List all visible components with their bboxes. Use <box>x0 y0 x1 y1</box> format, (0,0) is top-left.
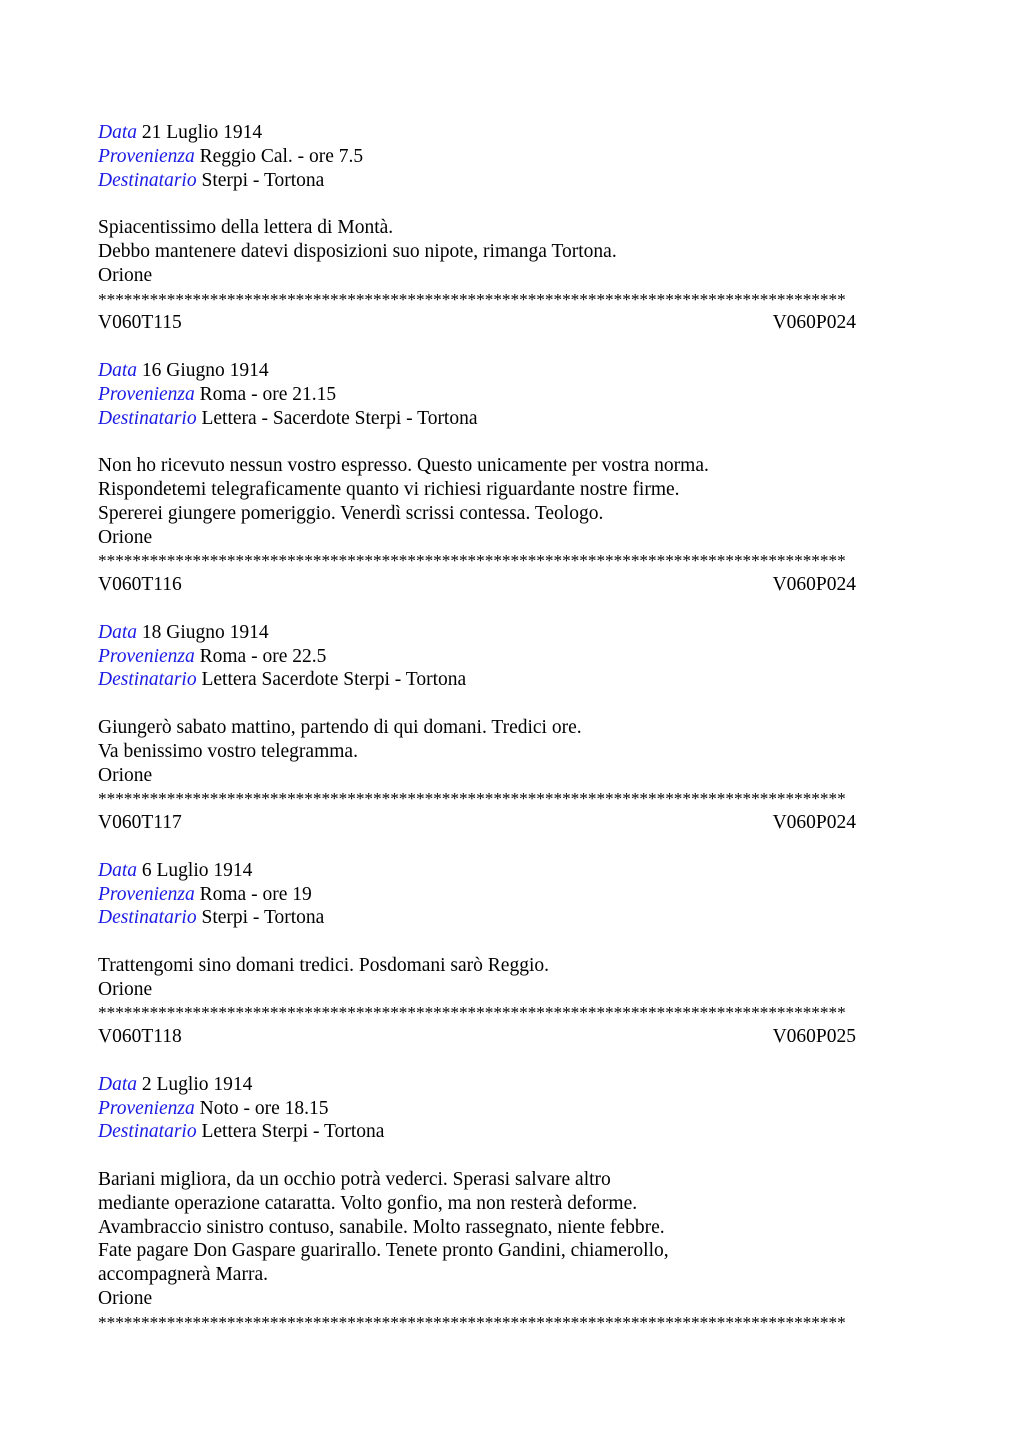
date-label: Data <box>98 859 137 881</box>
date-line <box>98 621 928 645</box>
body-line: Spererei giungere pomeriggio. Venerdì scrissi contessa. Teologo. <box>98 502 604 524</box>
origin-label: Provenienza <box>98 1097 195 1119</box>
signature: Orione <box>98 264 153 286</box>
telegram-entry <box>98 1025 928 1334</box>
body-line: Va benissimo vostro telegramma. <box>98 740 358 762</box>
signature: Orione <box>98 526 153 548</box>
signature: Orione <box>98 978 153 1000</box>
entry-id-line <box>98 573 856 597</box>
origin-label: Provenienza <box>98 883 195 905</box>
entry-id-line <box>98 1025 856 1049</box>
date-value: 21 Luglio 1914 <box>141 122 263 143</box>
body-line: Debbo mantenere datevi disposizioni suo nipote, rimanga Tortona. <box>98 240 617 262</box>
recipient-label: Destinatario <box>98 669 197 691</box>
body-line: Rispondetemi telegraficamente quanto vi richiesi riguardante nostre firme. <box>98 478 680 500</box>
origin-line <box>98 883 928 907</box>
body-line: Trattengomi sino domani tredici. Posdomani sarò Reggio. <box>98 954 549 976</box>
entry-id: V060T118 <box>98 1026 182 1048</box>
entry-page-ref: V060P025 <box>772 1026 856 1048</box>
date-line <box>98 121 928 145</box>
recipient-value: Sterpi - Tortona <box>201 907 325 929</box>
date-value: 16 Giugno 1914 <box>141 359 269 381</box>
telegram-entry <box>98 311 928 573</box>
entry-id-line <box>98 311 856 335</box>
origin-value: Roma - ore 21.15 <box>199 383 337 405</box>
origin-value: Roma - ore 19 <box>199 883 312 905</box>
body-line: mediante operazione cataratta. Volto gonfio, ma non resterà deforme. <box>98 1192 638 1214</box>
recipient-line <box>98 407 928 431</box>
recipient-line <box>98 906 928 930</box>
origin-value: Roma - ore 22.5 <box>199 645 327 667</box>
recipient-label: Destinatario <box>98 907 197 929</box>
separator: *************************************************************************************** <box>98 1312 846 1332</box>
body-line: Bariani migliora, da un occhio potrà vederci. Sperasi salvare altro <box>98 1169 611 1191</box>
signature: Orione <box>98 1288 153 1310</box>
date-label: Data <box>98 1073 137 1095</box>
body-line: accompagnerà Marra. <box>98 1264 268 1286</box>
telegram-entry <box>98 811 928 1025</box>
entry-page-ref: V060P024 <box>772 812 856 834</box>
body-line: Giungerò sabato mattino, partendo di qui domani. Tredici ore. <box>98 716 582 738</box>
recipient-value: Lettera - Sacerdote Sterpi - Tortona <box>201 407 478 429</box>
telegram-entry <box>98 121 928 311</box>
date-label: Data <box>98 621 137 643</box>
separator: *************************************************************************************** <box>98 551 846 571</box>
origin-label: Provenienza <box>98 645 195 667</box>
recipient-value: Lettera Sterpi - Tortona <box>201 1121 385 1143</box>
origin-line <box>98 383 928 407</box>
origin-label: Provenienza <box>98 145 195 167</box>
date-label: Data <box>98 122 137 143</box>
recipient-value: Sterpi - Tortona <box>201 169 325 191</box>
recipient-value: Lettera Sacerdote Sterpi - Tortona <box>201 669 467 691</box>
date-line <box>98 1073 928 1097</box>
separator: *************************************************************************************** <box>98 789 846 809</box>
entry-id-line <box>98 811 856 835</box>
origin-label: Provenienza <box>98 383 195 405</box>
origin-line <box>98 1097 928 1121</box>
origin-line <box>98 645 928 669</box>
separator: *************************************************************************************** <box>98 1003 846 1023</box>
date-value: 18 Giugno 1914 <box>141 621 269 643</box>
date-label: Data <box>98 359 137 381</box>
origin-value: Noto - ore 18.15 <box>199 1097 329 1119</box>
entry-id: V060T117 <box>98 812 182 834</box>
date-value: 6 Luglio 1914 <box>141 859 253 881</box>
document-page <box>98 121 928 1335</box>
body-line: Non ho ricevuto nessun vostro espresso. Questo unicamente per vostra norma. <box>98 455 709 477</box>
body-line: Fate pagare Don Gaspare guarirallo. Tenete pronto Gandini, chiamerollo, <box>98 1240 669 1262</box>
date-value: 2 Luglio 1914 <box>141 1073 253 1095</box>
recipient-line <box>98 169 928 193</box>
recipient-line <box>98 668 928 692</box>
entry-id: V060T116 <box>98 574 182 596</box>
entry-id: V060T115 <box>98 312 182 334</box>
date-line <box>98 859 928 883</box>
date-line <box>98 359 928 383</box>
entry-page-ref: V060P024 <box>772 312 856 334</box>
entry-page-ref: V060P024 <box>772 574 856 596</box>
recipient-label: Destinatario <box>98 169 197 191</box>
recipient-label: Destinatario <box>98 407 197 429</box>
separator: *************************************************************************************** <box>98 289 846 309</box>
signature: Orione <box>98 764 153 786</box>
body-line: Spiacentissimo della lettera di Montà. <box>98 217 394 239</box>
origin-line <box>98 145 928 169</box>
origin-value: Reggio Cal. - ore 7.5 <box>199 145 364 167</box>
telegram-entry <box>98 573 928 811</box>
body-line: Avambraccio sinistro contuso, sanabile. Molto rassegnato, niente febbre. <box>98 1216 665 1238</box>
recipient-label: Destinatario <box>98 1121 197 1143</box>
recipient-line <box>98 1120 928 1144</box>
